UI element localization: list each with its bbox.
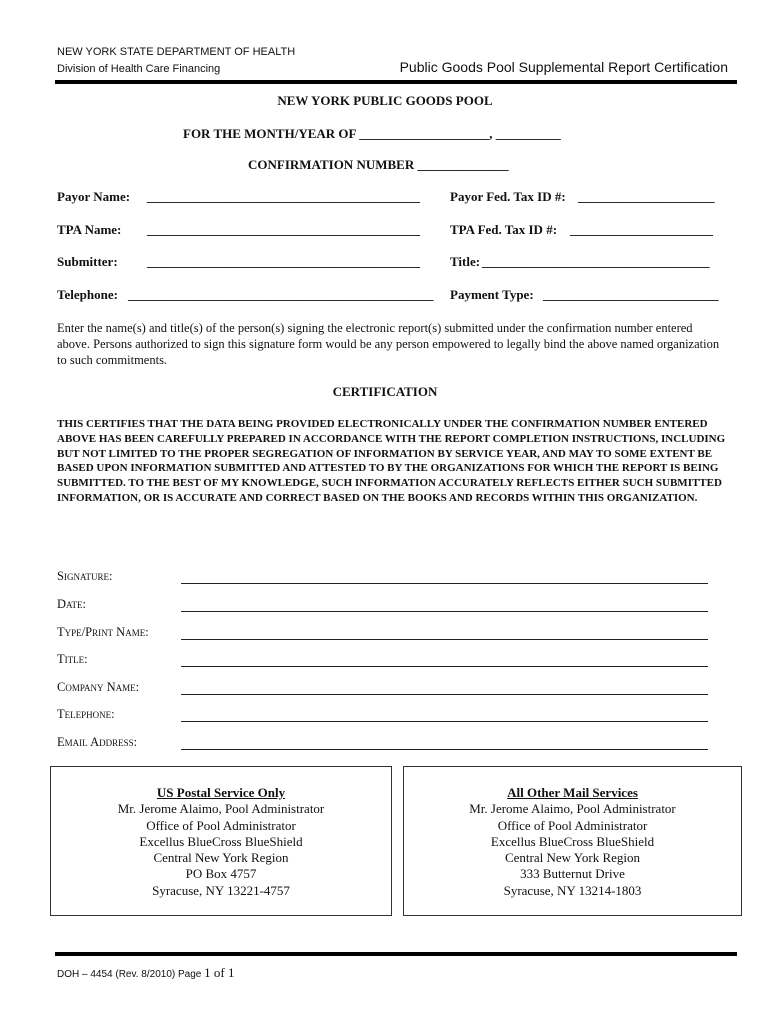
signer-title-label: Title:	[57, 652, 88, 666]
usps-line: Mr. Jerome Alaimo, Pool Administrator	[117, 801, 325, 817]
confirmation-number-field[interactable]: CONFIRMATION NUMBER ______________	[248, 157, 509, 172]
signature-line[interactable]	[181, 583, 708, 584]
certification-heading: CERTIFICATION	[332, 384, 438, 399]
signer-instructions: Enter the name(s) and title(s) of the person(s) signing the electronic report(s) submitted under the confirmation number entered above. Persons authorized to sign this signature form would be any person empowered to legally bind the above named organization to such commitments.	[57, 321, 720, 367]
signer-title-line[interactable]	[181, 666, 708, 667]
submitter-label: Submitter:	[57, 254, 118, 269]
other-mail-line: Syracuse, NY 13214-1803	[503, 882, 642, 898]
date-line[interactable]	[181, 611, 708, 612]
usps-address-box	[50, 766, 392, 916]
footer-divider	[55, 952, 737, 956]
form-number: DOH – 4454 (Rev. 8/2010) Page	[57, 969, 205, 980]
header-divider	[55, 80, 737, 84]
company-name-label: Company Name:	[57, 680, 140, 694]
usps-heading: US Postal Service Only	[156, 785, 286, 800]
submitter-title-field[interactable]: ___________________________________	[482, 254, 710, 269]
other-mail-line: Central New York Region	[504, 850, 641, 866]
signer-telephone-line[interactable]	[181, 721, 708, 722]
submitter-title-label: Title:	[450, 254, 481, 269]
email-line[interactable]	[181, 749, 708, 750]
certification-text: THIS CERTIFIES THAT THE DATA BEING PROVIDED ELECTRONICALLY UNDER THE CONFIRMATION NUMBER ENTERED ABOVE HAS BEEN CAREFULLY PREPARED IN ACCORDANCE WITH THE REPORT COMPLETION INSTRUCTIONS, INCLUDING BUT NOT LIMITED TO THE PROPER SEGREGATION OF INFORMATION BY SERVICE YEAR, AND MAY TO SOME EXTENT BE BASED UPON INFORMATION SUBMITTED AND ATTESTED TO BY THE ORGANIZATIONS FOR WHICH THE REPORT IS BEING SUBMITTED. TO THE BEST OF MY KNOWLEDGE, SUCH INFORMATION ACCURATELY REFLECTS EITHER SUCH SUBMITTED INFORMATION, OR IS ACCURATE AND CORRECT BASED ON THE BOOKS AND RECORDS WITHIN THIS ORGANIZATION.	[57, 418, 726, 504]
division-name: Division of Health Care Financing	[57, 63, 221, 75]
month-year-field[interactable]: FOR THE MONTH/YEAR OF ____________________, __________	[183, 126, 561, 141]
payment-type-field[interactable]: ___________________________	[543, 287, 719, 302]
other-mail-line: Office of Pool Administrator	[497, 817, 648, 833]
payment-type-label: Payment Type:	[450, 287, 534, 302]
other-mail-line: Mr. Jerome Alaimo, Pool Administrator	[469, 801, 676, 817]
signer-telephone-label: Telephone:	[57, 707, 115, 721]
form-title: Public Goods Pool Supplemental Report Certification	[399, 59, 728, 75]
usps-line: Excellus BlueCross BlueShield	[139, 833, 303, 849]
other-mail-heading: All Other Mail Services	[507, 785, 638, 800]
company-name-line[interactable]	[181, 694, 708, 695]
payor-tax-id-label: Payor Fed. Tax ID #:	[450, 189, 566, 204]
tpa-name-label: TPA Name:	[57, 222, 122, 237]
payor-name-field[interactable]: __________________________________________	[147, 189, 420, 204]
other-mail-address-box	[403, 766, 742, 916]
tpa-name-field[interactable]: __________________________________________	[147, 222, 420, 237]
telephone-label: Telephone:	[57, 287, 118, 302]
usps-line: PO Box 4757	[185, 866, 257, 882]
agency-name: NEW YORK STATE DEPARTMENT OF HEALTH	[57, 46, 296, 58]
other-mail-line: Excellus BlueCross BlueShield	[490, 833, 655, 849]
other-mail-line: 333 Butternut Drive	[520, 866, 625, 882]
email-label: Email Address:	[57, 735, 138, 749]
submitter-field[interactable]: __________________________________________	[147, 254, 420, 269]
usps-line: Office of Pool Administrator	[146, 817, 296, 833]
footer	[57, 965, 234, 981]
telephone-field[interactable]: _______________________________________________	[128, 287, 434, 302]
pool-title: NEW YORK PUBLIC GOODS POOL	[277, 93, 493, 108]
tpa-tax-id-label: TPA Fed. Tax ID #:	[450, 222, 558, 237]
page-number: 1 of 1	[204, 965, 235, 980]
usps-line: Syracuse, NY 13221-4757	[152, 882, 290, 898]
signature-label: Signature:	[57, 569, 113, 583]
date-label: Date:	[57, 597, 86, 611]
tpa-tax-id-field[interactable]: ______________________	[570, 222, 713, 237]
payor-tax-id-field[interactable]: _____________________	[578, 189, 715, 204]
payor-name-label: Payor Name:	[57, 189, 131, 204]
print-name-line[interactable]	[181, 639, 708, 640]
print-name-label: Type/Print Name:	[57, 625, 149, 639]
usps-line: Central New York Region	[153, 850, 289, 866]
